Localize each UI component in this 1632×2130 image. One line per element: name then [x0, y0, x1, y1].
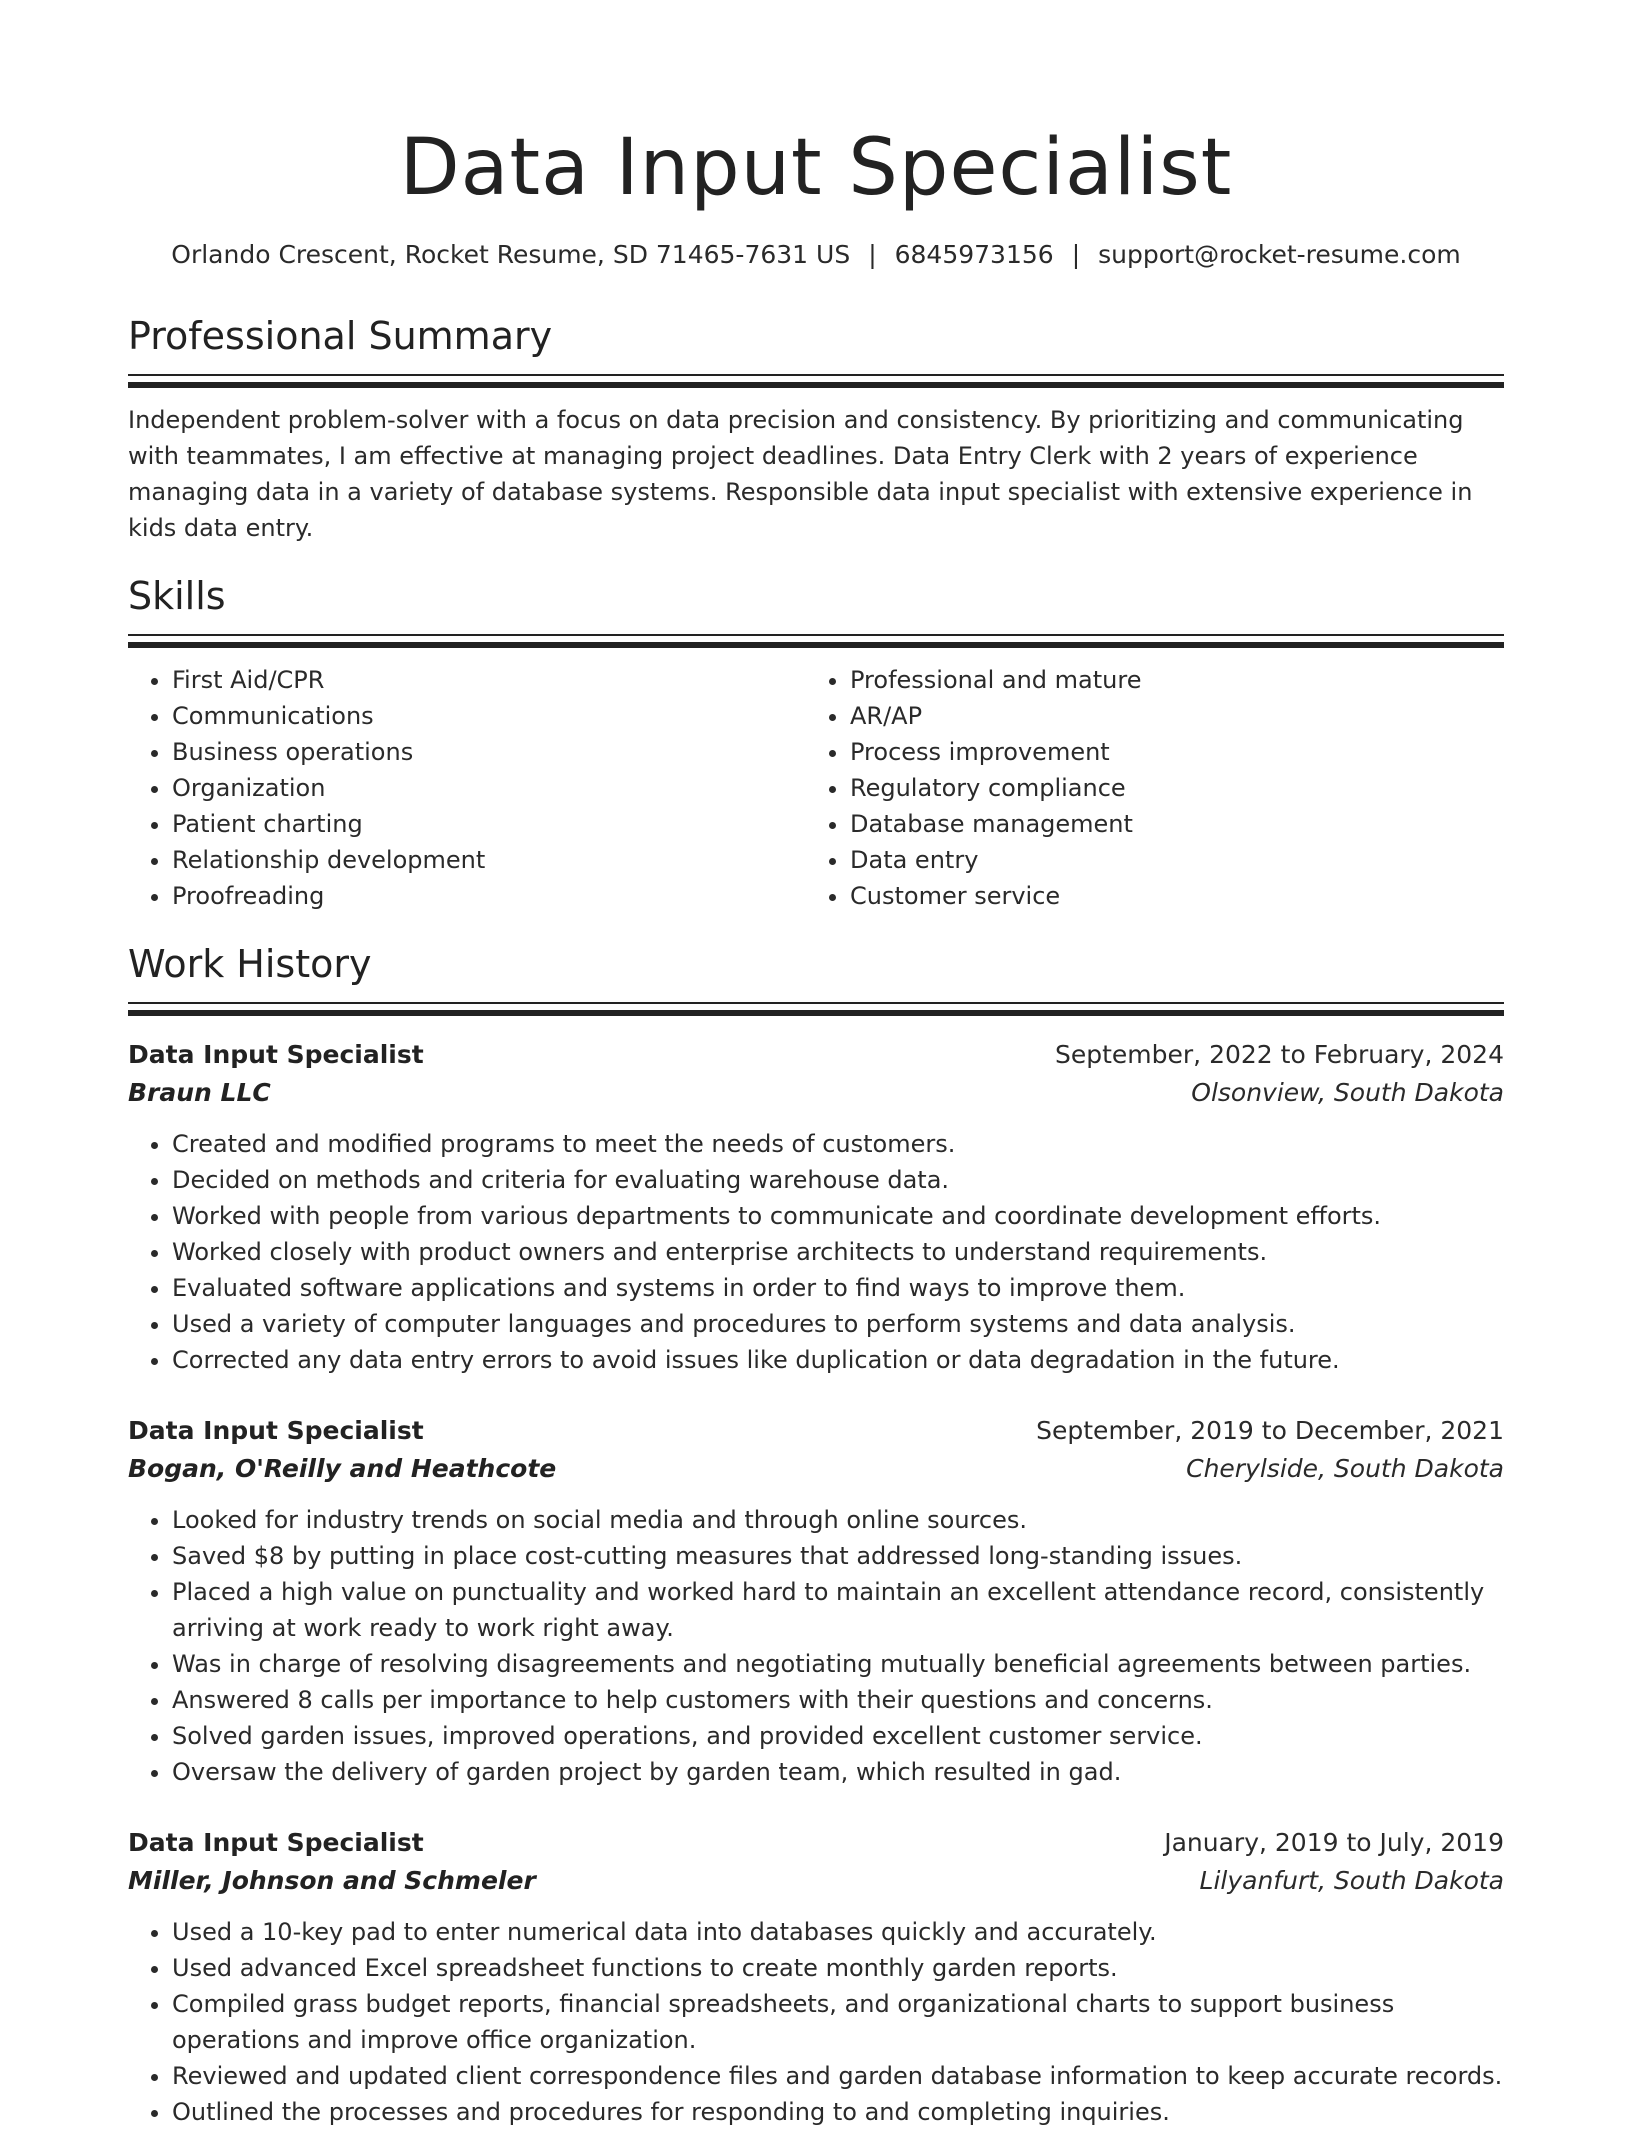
- duty-item: • Reviewed and updated client correspondence files and garden database information to keep accurate records.: [172, 2058, 1504, 2094]
- section-divider-thick: [128, 642, 1504, 648]
- work-history-section: [128, 940, 1504, 2130]
- duty-item: • Used a variety of computer languages and procedures to perform systems and data analysis.: [172, 1306, 1504, 1342]
- skills-list-left: [128, 662, 806, 914]
- contact-line: [128, 238, 1504, 272]
- job-company: Bogan, O'Reilly and Heathcote: [128, 1454, 557, 1483]
- job-title: Data Input Specialist: [128, 1828, 424, 1857]
- job-header-row: [128, 1824, 1504, 1862]
- contact-phone: 6845973156: [894, 240, 1054, 269]
- duty-item: • Worked with people from various departments to communicate and coordinate development efforts.: [172, 1198, 1504, 1234]
- skill-item: • Professional and mature: [850, 662, 1484, 698]
- job-entry: [128, 1412, 1504, 1790]
- duty-item: • Oversaw the delivery of garden project by garden team, which resulted in gad.: [172, 1754, 1504, 1790]
- job-dates: January, 2019 to July, 2019: [1164, 1828, 1504, 1857]
- resume-page: [128, 0, 1504, 2130]
- contact-separator: |: [868, 240, 877, 269]
- job-title: Data Input Specialist: [128, 1416, 424, 1445]
- job-duties: [128, 1502, 1504, 1790]
- duty-item: • Created and modified programs to meet the needs of customers.: [172, 1126, 1504, 1162]
- job-company-row: [128, 1074, 1504, 1112]
- skill-item: • Patient charting: [172, 806, 806, 842]
- job-duties: [128, 1914, 1504, 2130]
- summary-section: [128, 312, 1504, 546]
- job-company-row: [128, 1862, 1504, 1900]
- duty-item: • Was in charge of resolving disagreements and negotiating mutually beneficial agreements between parties.: [172, 1646, 1504, 1682]
- skill-item: • First Aid/CPR: [172, 662, 806, 698]
- job-location: Cherylside, South Dakota: [1186, 1454, 1504, 1483]
- duty-item: • Decided on methods and criteria for evaluating warehouse data.: [172, 1162, 1504, 1198]
- skill-item: • Business operations: [172, 734, 806, 770]
- skill-item: • AR/AP: [850, 698, 1484, 734]
- skills-section: [128, 572, 1504, 914]
- skill-item: • Database management: [850, 806, 1484, 842]
- skill-item: • Organization: [172, 770, 806, 806]
- skills-columns: [128, 662, 1504, 914]
- contact-address: Orlando Crescent, Rocket Resume, SD 71465-7631 US: [171, 240, 851, 269]
- duty-item: • Compiled grass budget reports, financial spreadsheets, and organizational charts to support business operations and improve office organization.: [172, 1986, 1504, 2058]
- job-location: Lilyanfurt, South Dakota: [1199, 1866, 1504, 1895]
- job-duties: [128, 1126, 1504, 1378]
- duty-item: • Outlined the processes and procedures for responding to and completing inquiries.: [172, 2094, 1504, 2130]
- summary-text: Independent problem-solver with a focus on data precision and consistency. By prioritizing and communicating with teammates, I am effective at managing project deadlines. Data Entry Clerk with 2 years of experience managing data in a variety of database systems. Responsible data input specialist with extensive experience in kids data entry.: [128, 406, 1473, 542]
- job-header-row: [128, 1036, 1504, 1074]
- job-header-row: [128, 1412, 1504, 1450]
- job-dates: September, 2019 to December, 2021: [1036, 1416, 1504, 1445]
- duty-item: • Used a 10-key pad to enter numerical data into databases quickly and accurately.: [172, 1914, 1504, 1950]
- duty-item: • Evaluated software applications and systems in order to find ways to improve them.: [172, 1270, 1504, 1306]
- resume-name: Data Input Specialist: [399, 123, 1233, 213]
- job-dates: September, 2022 to February, 2024: [1055, 1040, 1504, 1069]
- contact-email[interactable]: support@rocket-resume.com: [1098, 240, 1461, 269]
- job-entry: [128, 1036, 1504, 1378]
- duty-item: • Looked for industry trends on social media and through online sources.: [172, 1502, 1504, 1538]
- skill-item: • Data entry: [850, 842, 1484, 878]
- skill-item: • Communications: [172, 698, 806, 734]
- contact-separator: |: [1071, 240, 1081, 269]
- section-title-summary: Professional Summary: [128, 314, 553, 358]
- section-divider: [128, 1002, 1504, 1004]
- job-company: Braun LLC: [128, 1078, 271, 1107]
- section-divider: [128, 374, 1504, 376]
- duty-item: • Used advanced Excel spreadsheet functions to create monthly garden reports.: [172, 1950, 1504, 1986]
- skill-item: • Regulatory compliance: [850, 770, 1484, 806]
- skills-list-right: [806, 662, 1484, 914]
- job-company: Miller, Johnson and Schmeler: [128, 1866, 536, 1895]
- job-title: Data Input Specialist: [128, 1040, 424, 1069]
- skill-item: • Proofreading: [172, 878, 806, 914]
- duty-item: • Corrected any data entry errors to avoid issues like duplication or data degradation in the future.: [172, 1342, 1504, 1378]
- skill-item: • Customer service: [850, 878, 1484, 914]
- skill-item: • Process improvement: [850, 734, 1484, 770]
- job-company-row: [128, 1450, 1504, 1488]
- section-title-work-history: Work History: [128, 942, 372, 986]
- section-divider-thick: [128, 1010, 1504, 1016]
- skill-item: • Relationship development: [172, 842, 806, 878]
- duty-item: • Answered 8 calls per importance to help customers with their questions and concerns.: [172, 1682, 1504, 1718]
- section-divider-thick: [128, 382, 1504, 388]
- duty-item: • Saved $8 by putting in place cost-cutting measures that addressed long-standing issues.: [172, 1538, 1504, 1574]
- duty-item: • Solved garden issues, improved operations, and provided excellent customer service.: [172, 1718, 1504, 1754]
- section-divider: [128, 634, 1504, 636]
- job-location: Olsonview, South Dakota: [1191, 1078, 1504, 1107]
- duty-item: • Placed a high value on punctuality and worked hard to maintain an excellent attendance record, consistently arriving at work ready to work right away.: [172, 1574, 1504, 1646]
- duty-item: • Worked closely with product owners and enterprise architects to understand requirements.: [172, 1234, 1504, 1270]
- job-entry: [128, 1824, 1504, 2130]
- section-title-skills: Skills: [128, 574, 226, 618]
